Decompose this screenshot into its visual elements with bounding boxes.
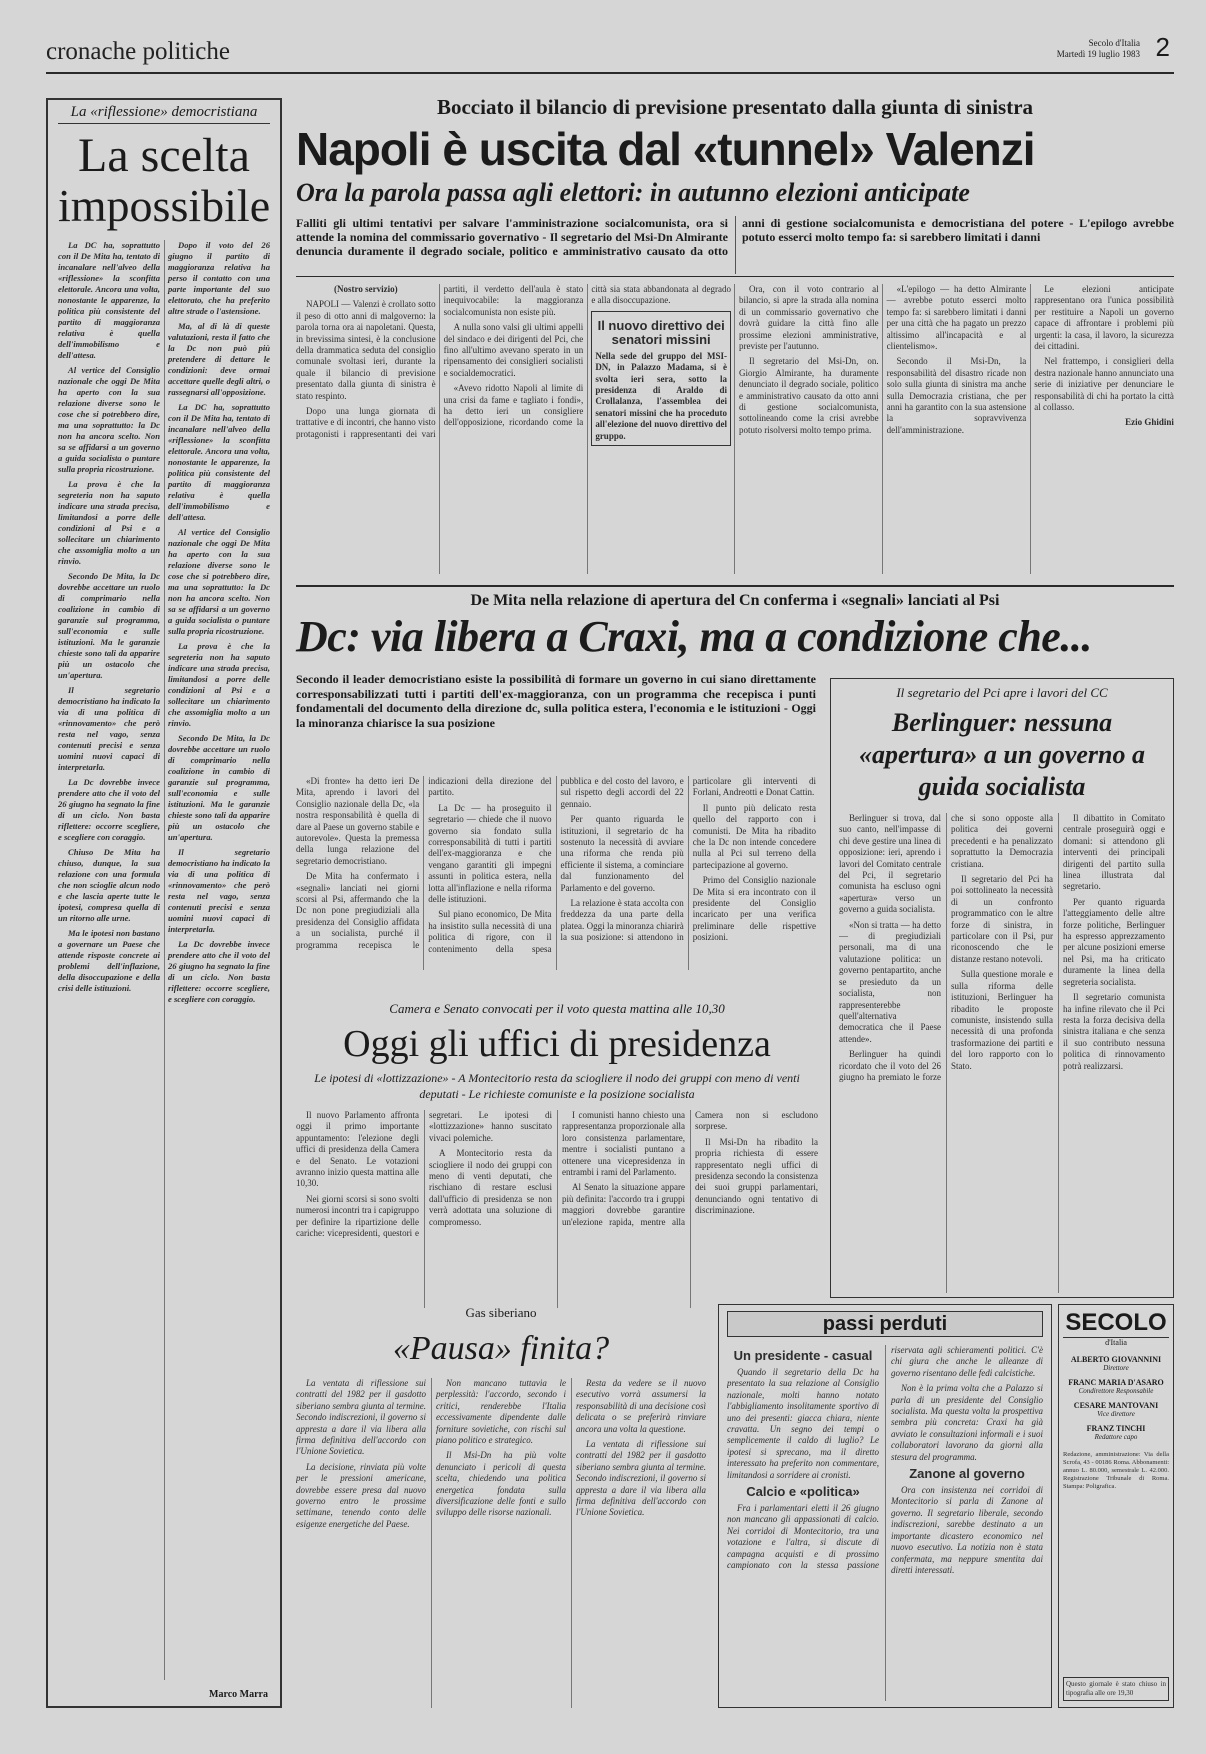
section-rule: [296, 585, 1174, 587]
dc-paragraph: La relazione è stata accolta con freddezza da una parte della platea. Oggi la minoranza chiarirà la sua posizione: si attendono in particolare gli interventi di Forlani, Andreotti e Donat Cattin.: [560, 776, 816, 943]
editorial-paragraph: La DC ha, soprattutto con il De Mita ha, tentato di incanalare nell'alveo della «riflessione» la sconfitta elettorale. Ancora una volta, nonostante le apparenze, la politica più consistente del partito di maggioranza relativa è quella dell'immobilismo e dell'attesa.: [168, 402, 270, 522]
presidenza-paragraph: I comunisti hanno chiesto una rappresentanza proporzionale alla loro consistenza parlamentare, mentre i socialisti puntano a ottenere una vicepresidenza in entrambi i rami del Parlamento.: [562, 1110, 685, 1178]
editorial-paragraph: Ma le ipotesi non bastano a governare un Paese che attende risposte concrete ai problemi dell'inflazione, della disoccupazione e della crisi delle istituzioni.: [58, 928, 160, 993]
masthead-line: FRANZ TINCHI: [1086, 1424, 1146, 1433]
masthead-footer-note: Questo giornale è stato chiuso in tipografia alle ore 19,30: [1063, 1677, 1169, 1701]
presidenza-paragraph: A Montecitorio resta da sciogliere il nodo dei gruppi con meno di venti deputati, che rischiano di restare esclusi dall'ufficio di presidenza se non verrà adottata una soluzione di compromesso.: [429, 1148, 552, 1227]
senate-box-title: Il nuovo direttivo dei senatori missini: [597, 317, 725, 347]
napoli-article: [296, 94, 1174, 578]
berlinguer-kicker: Il segretario del Pci apre i lavori del CC: [896, 685, 1108, 700]
passi-item1-text: Quando il segretario della Dc ha presentato la sua relazione al Consiglio nazionale, molti hanno notato l'abbigliamento insolitamente sportivo di uno dei presenti: giacca chiara, niente cravatta. Un segno dei tempi o semplicemente il caldo di luglio? Le ipotesi si sprecano, ma il diretto interessato ha preferito non commentare, limitandosi a sorridere ai cronisti.: [727, 1367, 879, 1480]
napoli-paragraph: Secondo il Msi-Dn, la responsabilità del disastro ricade non solo sulla giunta di sinistra ma anche sulla Democrazia cristiana, che per anni ha garantito con la sua astensione la sopravvivenza dell'amministrazione.: [886, 356, 1027, 435]
napoli-summary: Falliti gli ultimi tentativi per salvare l'amministrazione socialcomunista, ora si attende la nomina del commissario governativo - Il segretario del Msi-Dn Almirante denuncia duramente il degrado sociale, politico e amministrativo causato da otto anni di gestione socialcomunista e democristiana del potere - L'epilogo avrebbe potuto esserci molto tempo fa: si sarebbero limitati i danni: [296, 216, 1174, 258]
page-header: [46, 32, 1170, 72]
issue-date: Martedì 19 luglio 1983: [1056, 49, 1140, 59]
passi-item2-title: Calcio e «politica»: [746, 1484, 860, 1500]
berlinguer-paragraph: «Non si tratta — ha detto — di pregiudiziali personali, ma di una valutazione politica: un governo pentapartito, anche se presieduto da un socialista, non rappresenterebbe quell'alternativa democratica che il Paese attende».: [839, 919, 941, 1044]
napoli-paragraph: Dopo una lunga giornata di trattative e di incontri, che hanno visto protagonisti i rappresentanti dei vari partiti, il verdetto dell'aula è stato inequivocabile: la maggioranza socialcomunista non esiste più.: [296, 284, 584, 439]
napoli-kicker: Bocciato il bilancio di previsione presentato dalla giunta di sinistra: [436, 95, 1034, 119]
presidenza-paragraph: Al Senato la situazione appare più definita: l'accordo tra i gruppi maggiori dovrebbe garantire un'elezione rapida, mentre alla Camera non si escludono sorprese.: [562, 1110, 818, 1227]
header-rule: [46, 72, 1174, 74]
passi-box: [718, 1304, 1052, 1708]
editorial-paragraph: La prova è che la segreteria non ha saputo indicare una strada precisa, limitandosi a porre delle condizioni al Psi e a sollecitare un chiarimento che assomiglia molto a un rinvio.: [58, 479, 160, 566]
paper-name: Secolo d'Italia: [1088, 38, 1140, 48]
presidenza-headline: Oggi gli uffici di presidenza: [343, 1023, 771, 1065]
editorial-body: [58, 240, 270, 1680]
dc-headline: Dc: via libera a Craxi, ma a condizione che...: [296, 612, 1092, 661]
senate-box-text: Nella sede del gruppo del MSI-DN, in Palazzo Madama, si è svolta ieri sera, sotto la presidenza di Araldo di Crollalanza, l'assemblea dei senatori missini che ha proceduto all'elezione del nuovo direttivo del gruppo.: [595, 350, 727, 441]
passi-item1-title: Un presidente - casual: [733, 1348, 873, 1363]
editorial-author: Marco Marra: [209, 1689, 268, 1700]
dc-paragraph: De Mita ha confermato i «segnali» lanciati nei giorni scorsi al Psi, affermando che la Dc non pone pregiudiziali alla presidenza del Consiglio affidata a un socialista, purché il programma recepisca le indicazioni della direzione del partito.: [296, 776, 552, 950]
dc-summary: Secondo il leader democristiano esiste la possibilità di formare un governo in cui siano direttamente corresponsabilizzati tutti i partiti dell'ex-maggioranza, con un programma che recepisca i punti fondamentali del documento della direzione dc, sulla politica estera, l'economia e le istituzioni - Oggi la minoranza chiarisce la sua posizione: [296, 672, 816, 730]
editorial-paragraph: Secondo De Mita, la Dc dovrebbe accettare un ruolo di comprimario nella coalizione in cambio di garanzie sul programma, sull'economia e sulle istituzioni. Ma le garanzie chieste sono tali da apparire più un ostacolo che un'apertura.: [58, 571, 160, 680]
passi-body: [727, 1345, 1043, 1701]
napoli-byline-right: Ezio Ghidini: [1125, 417, 1174, 428]
masthead-small-text: Redazione, amministrazione: Via della Scrofa, 43 - 00186 Roma. Abbonamenti: annuo L. 80.000, semestrale L. 42.000. Registrazione Tribunale di Roma. Stampa: Poligrafica.: [1063, 1451, 1169, 1490]
napoli-paragraph: A nulla sono valsi gli ultimi appelli del sindaco e dei dirigenti del Pci, che fino all'ultimo avevano sperato in un ripensamento dei consiglieri socialisti e socialdemocratici.: [443, 322, 584, 378]
presidenza-kicker: Camera e Senato convocati per il voto questa mattina alle 10,30: [389, 1001, 725, 1016]
napoli-paragraph: Nel frattempo, i consiglieri della destra nazionale hanno annunciato una serie di iniziative per denunciare le responsabilità di chi ha portato la città al collasso.: [1034, 356, 1174, 413]
napoli-byline: (Nostro servizio): [334, 284, 398, 294]
masthead-subtitle: d'Italia: [1105, 1338, 1127, 1347]
editorial-paragraph: Chiuso De Mita ha chiuso, dunque, la sua relazione con una formula che non scioglie alcun nodo e che lascia aperte tutte le ipotesi, compresa quella di un ritorno alle urne.: [58, 847, 160, 923]
section-title: cronache politiche: [46, 38, 230, 65]
masthead-line: FRANC MARIA D'ASARO: [1068, 1378, 1164, 1387]
presidenza-body: [296, 1110, 818, 1308]
berlinguer-paragraph: Il segretario del Pci ha poi sottolineato la necessità di un confronto programmatico con le altre forze di sinistra, in particolare con il Psi, pur riconoscendo che le distanze restano notevoli.: [951, 874, 1053, 964]
berlinguer-body: [839, 813, 1165, 1293]
napoli-body: [296, 284, 1174, 574]
dc-paragraph: La Dc — ha proseguito il segretario — chiede che il nuovo governo sia fondato sulla corresponsabilità di tutti i partiti dell'ex-maggioranza e che vengano garantiti gli impegni assunti in politica estera, nella lotta all'inflazione e nella riforma delle istituzioni.: [428, 802, 552, 905]
dc-paragraph: Per quanto riguarda le istituzioni, il segretario dc ha sostenuto la necessità di avviare una riforma che renda più efficiente il sistema, a cominciare dal funzionamento del Parlamento e del governo.: [560, 814, 684, 893]
editorial-paragraph: Il segretario democristiano ha indicato la via di una politica di «rinnovamento» che però resta nel vago, senza contenuti precisi e senza uomini nuovi capaci di interpretarla.: [168, 847, 270, 934]
masthead-line: Vice direttore: [1097, 1410, 1135, 1418]
editorial-paragraph: Al vertice del Consiglio nazionale che oggi De Mita ha aperto con la sua relazione diverse sono le cose che si potrebbero dire, ma una soprattutto: la Dc non ha ancora scelto. Non sa se affidarsi a un governo a guida socialista o puntare sulla propria ricostruzione.: [168, 527, 270, 636]
napoli-paragraph: NAPOLI — Valenzi è crollato sotto il peso di otto anni di malgoverno: la parola torna ora ai napoletani. Questa, in brevissima sintesi, è la conclusione della drammatica seduta del consiglio comunale svoltasi ieri, durante la quale il bilancio di previsione presentato dalla giunta di sinistra è stato respinto.: [296, 299, 436, 401]
masthead-logo: SECOLO: [1063, 1309, 1169, 1338]
napoli-summary-rule: [296, 276, 1174, 277]
berlinguer-headline: Berlinguer: nessuna «apertura» a un governo a guida socialista: [858, 708, 1146, 801]
napoli-paragraph: Ora, con il voto contrario al bilancio, si apre la strada alla nomina di un commissario governativo che dovrà guidare la città fino alle prossime elezioni amministrative, previste per l'autunno.: [738, 284, 879, 352]
presidenza-article: [296, 1000, 818, 1298]
berlinguer-paragraph: Berlinguer si trova, dal suo canto, nell'impasse di chi deve gestire una linea di opposizione: ieri, aprendo i lavori del Comitato centrale del Pci, il segretario comunista ha escluso ogni «apertura» verso un governo a guida socialista.: [839, 813, 941, 915]
gas-kicker: Gas siberiano: [465, 1305, 537, 1320]
dc-paragraph: Sul piano economico, De Mita ha insistito sulla necessità di una politica di rigore, con il contenimento della spesa pubblica e del costo del lavoro, e sul rispetto degli accordi del 22 gennaio.: [428, 776, 684, 954]
masthead-line: Direttore: [1103, 1364, 1129, 1372]
napoli-paragraph: Il segretario del Msi-Dn, on. Giorgio Almirante, ha duramente denunciato il degrado sociale, politico e amministrativo causato da otto anni di gestione socialcomunista, sottolineando come la crisi avrebbe potuto risolversi molto tempo prima.: [738, 356, 879, 435]
editorial-paragraph: Ma, al di là di queste valutazioni, resta il fatto che la Dc non può più pretendere di dettare le condizioni: deve ormai accettare quelle degli altri, o rassegnarsi all'opposizione.: [168, 321, 270, 397]
passi-item3-text: Non è la prima volta che a Palazzo si parla di un presidente del Consiglio socialista. Ma questa volta la prospettiva sembra più concreta: Craxi ha già avviato le consultazioni informali e i suoi collaboratori lavorano da giorni alla stesura del programma.: [891, 1383, 1043, 1462]
presidenza-summary: Le ipotesi di «lottizzazione» - A Montecitorio resta da sciogliere il nodo dei gruppi con meno di venti deputati - Le richieste comuniste e la posizione socialista: [314, 1071, 800, 1101]
passi-item4-title: Zanone al governo: [909, 1466, 1025, 1482]
berlinguer-paragraph: Il dibattito in Comitato centrale proseguirà oggi e domani: si attendono gli interventi dei principali dirigenti del partito sulla linea illustrata dal segretario.: [1063, 813, 1165, 892]
napoli-paragraph: «Avevo ridotto Napoli al limite di una crisi da fame e tagliato i fondi», ha detto ieri un consigliere dell'opposizione, ricordando come la città sia stata abbandonata al degrado e alla disoccupazione.: [443, 284, 731, 428]
editorial-kicker: La «riflessione» democristiana: [58, 104, 270, 124]
gas-paragraph: Resta da vedere se il nuovo esecutivo vorrà assumersi la responsabilità di una decisione così delicata o se preferirà rinviare ancora una volta la questione.: [576, 1378, 706, 1434]
gas-paragraph: La ventata di riflessione sui contratti del 1982 per il gasdotto siberiano sembra giunta al termine. Secondo indiscrezioni, il governo si appresta a dare il via libera alla firma definitiva dell'accordo con l'Unione Sovietica.: [576, 1439, 706, 1518]
editorial-paragraph: La Dc dovrebbe invece prendere atto che il voto del 26 giugno ha segnato la fine di un ciclo. Non basta riflettere: occorre scegliere, e scegliere con coraggio.: [58, 777, 160, 842]
senate-box: [591, 311, 731, 446]
dc-kicker: De Mita nella relazione di apertura del Cn conferma i «segnali» lanciati al Psi: [470, 592, 1000, 609]
page-number: 2: [1155, 32, 1170, 62]
passi-item4-text: Ora con insistenza nei corridoi di Montecitorio si parla di Zanone al governo. Il segretario liberale, secondo indiscrezioni, sarebbe destinato a un importante dicastero economico nel nuovo esecutivo. La notizia non è stata confermata, ma neppure smentita dai diretti interessati.: [891, 1485, 1043, 1575]
editorial-title-2: impossibile: [58, 180, 271, 231]
masthead-line: ALBERTO GIOVANNINI: [1070, 1355, 1162, 1364]
gas-headline: «Pausa» finita?: [392, 1330, 610, 1367]
dc-paragraph: «Di fronte» ha detto ieri De Mita, aprendo i lavori del Consiglio nazionale della Dc, «la nostra responsabilità è quella di dare al Paese un governo stabile e autorevole». Questa la premessa della lunga relazione del segretario democristiano.: [296, 776, 420, 866]
dc-body: [296, 776, 816, 970]
dc-paragraph: Primo del Consiglio nazionale De Mita si era incontrato con il presidente del Consiglio incaricato per una verifica preliminare delle rispettive posizioni.: [692, 875, 816, 943]
berlinguer-paragraph: Berlinguer ha quindi ricordato che il voto del 26 giugno ha premiato le forze che si sono opposte alla politica dei governi precedenti e ha penalizzato soprattutto la Democrazia cristiana.: [839, 813, 1053, 1082]
berlinguer-box: [830, 678, 1174, 1298]
editorial-paragraph: Secondo De Mita, la Dc dovrebbe accettare un ruolo di comprimario nella coalizione in cambio di garanzie sul programma, sull'economia e sulle istituzioni. Ma le garanzie chieste sono tali da apparire più un ostacolo che un'apertura.: [168, 733, 270, 842]
berlinguer-paragraph: Il segretario comunista ha infine rilevato che il Pci resta la forza decisiva della sinistra italiana e che senza il suo contributo nessuna politica di rinnovamento potrà realizzarsi.: [1063, 992, 1165, 1071]
editorial-box: [46, 98, 282, 1708]
presidenza-paragraph: Il nuovo Parlamento affronta oggi il primo importante appuntamento: l'elezione degli uffici di presidenza della Camera e del Senato. Le votazioni avranno inizio questa mattina alle 10,30.: [296, 1110, 419, 1189]
editorial-paragraph: Dopo il voto del 26 giugno il partito di maggioranza relativa ha perso il contatto con una parte importante del suo elettorato, che ha preferito altre strade o l'astensione.: [168, 240, 270, 316]
gas-paragraph: Il Msi-Dn ha più volte denunciato i pericoli di questa scelta, chiedendo una politica energetica fondata sulla diversificazione delle fonti e sullo sviluppo delle risorse nazionali.: [436, 1450, 566, 1518]
masthead-box: [1058, 1304, 1174, 1708]
editorial-title-1: La scelta: [78, 129, 250, 182]
napoli-paragraph: Le elezioni anticipate rappresentano ora l'unica possibilità per restituire a Napoli un governo capace di affrontare i problemi più urgenti: la casa, il lavoro, la sicurezza dei cittadini.: [1034, 284, 1174, 352]
editorial-paragraph: Al vertice del Consiglio nazionale che oggi De Mita ha aperto con la sua relazione diverse sono le cose che si potrebbero dire, ma una soprattutto: la Dc non ha ancora scelto. Non sa se affidarsi a un governo a guida socialista o puntare sulla propria ricostruzione.: [58, 365, 160, 474]
passi-title: passi perduti: [727, 1311, 1043, 1337]
gas-paragraph: Non mancano tuttavia le perplessità: l'accordo, secondo i critici, renderebbe l'Italia eccessivamente dipendente dalle forniture sovietiche, con rischi sul piano politico e strategico.: [436, 1378, 566, 1446]
passi-item2-text: Fra i parlamentari eletti il 26 giugno non mancano gli appassionati di calcio. Nei corridoi di Montecitorio, tra una votazione e l'altra, si discute di campagna acquisti e di prossimo campionato con la stessa passione riservata agli schieramenti politici. C'è chi giura che anche le alleanze di governo risentano delle fedi calcistiche.: [727, 1345, 1043, 1571]
masthead-line: CESARE MANTOVANI: [1073, 1401, 1159, 1410]
napoli-subheadline: Ora la parola passa agli elettori: in autunno elezioni anticipate: [296, 178, 970, 207]
masthead-line: Redattore capo: [1094, 1433, 1138, 1441]
berlinguer-paragraph: Per quanto riguarda l'atteggiamento delle altre forze politiche, Berlinguer ha espresso apprezzamento per alcune posizioni emerse nel Psi, ma ha criticato duramente la linea della segreteria socialista.: [1063, 896, 1165, 987]
editorial-paragraph: La prova è che la segreteria non ha saputo indicare una strada precisa, limitandosi a porre delle condizioni al Psi e a sollecitare un chiarimento che assomiglia molto a un rinvio.: [168, 641, 270, 728]
editorial-paragraph: La DC ha, soprattutto con il De Mita ha, tentato di incanalare nell'alveo della «riflessione» la sconfitta elettorale. Ancora una volta, nonostante le apparenze, la politica più consistente del partito di maggioranza relativa è quella dell'immobilismo e dell'attesa.: [58, 240, 160, 360]
editorial-paragraph: Il segretario democristiano ha indicato la via di una politica di «rinnovamento» che però resta nel vago, senza contenuti precisi e senza uomini nuovi capaci di interpretarla.: [58, 685, 160, 772]
gas-article: [296, 1304, 706, 1708]
masthead-line: Condirettore Responsabile: [1078, 1387, 1154, 1395]
editorial-paragraph: La Dc dovrebbe invece prendere atto che il voto del 26 giugno ha segnato la fine di un ciclo. Non basta riflettere: occorre scegliere, e scegliere con coraggio.: [168, 939, 270, 1004]
dc-paragraph: Il punto più delicato resta quello del rapporto con i comunisti. De Mita ha ribadito che la Dc non intende concedere nulla al Pci sul terreno della partecipazione al governo.: [692, 802, 816, 870]
presidenza-paragraph: Nei giorni scorsi si sono svolti numerosi incontri tra i capigruppo per definire la ripartizione delle cariche: vicepresidenti, questori e segretari. Le ipotesi di «lottizzazione» hanno suscitato vivaci polemiche.: [296, 1110, 552, 1239]
presidenza-paragraph: Il Msi-Dn ha ribadito la propria richiesta di essere rappresentato negli uffici di presidenza secondo la consistenza dei suoi gruppi parlamentari, denunciando ogni tentativo di discriminazione.: [695, 1136, 818, 1216]
napoli-headline: Napoli è uscita dal «tunnel» Valenzi: [296, 123, 1035, 175]
berlinguer-paragraph: Sulla questione morale e sulla riforma delle istituzioni, Berlinguer ha ribadito le proposte comuniste, insistendo sulla necessità di una profonda trasformazione dei partiti e del loro rapporto con lo Stato.: [951, 969, 1053, 1071]
napoli-paragraph: «L'epilogo — ha detto Almirante — avrebbe potuto esserci molto tempo fa: si sarebbero limitati i danni per una città che ha pagato un prezzo altissimo all'incapacità e al clientelismo».: [886, 284, 1027, 352]
gas-paragraph: La ventata di riflessione sui contratti del 1982 per il gasdotto siberiano sembra giunta al termine. Secondo indiscrezioni, il governo si appresta a dare il via libera alla firma definitiva dell'accordo con l'Unione Sovietica.: [296, 1378, 426, 1457]
gas-paragraph: La decisione, rinviata più volte per le pressioni americane, dovrebbe essere presa dal nuovo governo entro le prossime settimane, tenendo conto delle esigenze energetiche del Paese.: [296, 1461, 426, 1529]
gas-body: [296, 1378, 706, 1708]
